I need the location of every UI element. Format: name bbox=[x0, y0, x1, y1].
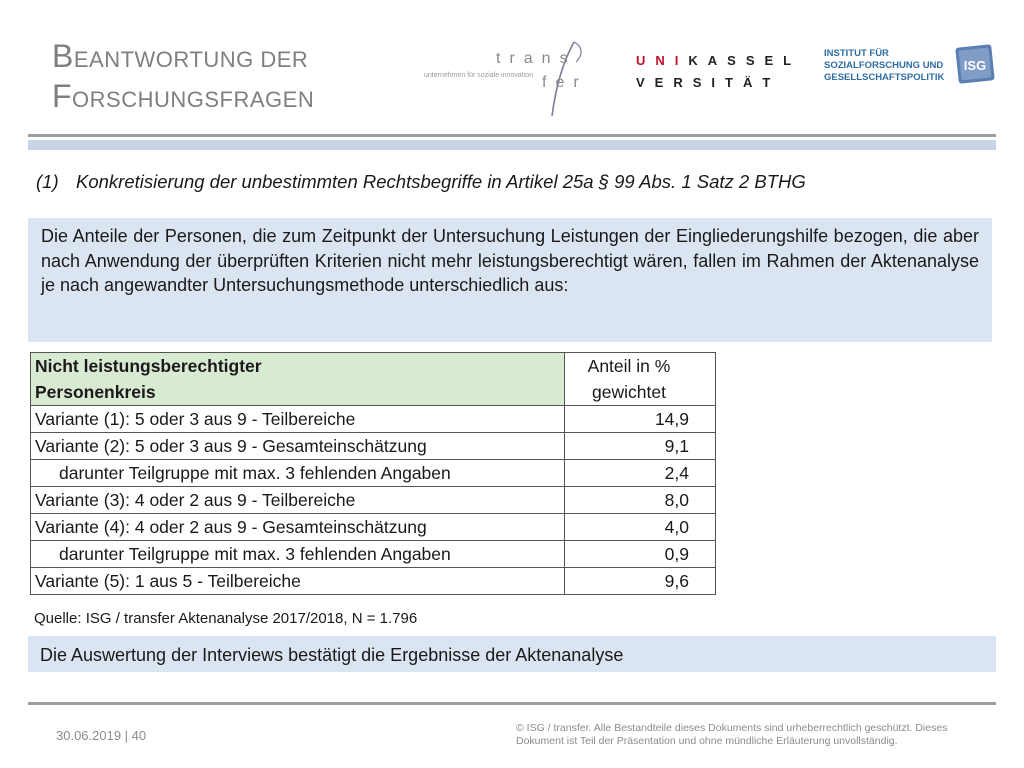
row-value: 9,6 bbox=[565, 568, 716, 595]
table-row bbox=[31, 433, 716, 460]
institut-logo bbox=[824, 48, 944, 84]
table-row bbox=[31, 541, 716, 568]
slide-title bbox=[52, 38, 314, 118]
results-table bbox=[30, 352, 716, 595]
source-note: Quelle: ISG / transfer Aktenanalyse 2017/2018, N = 1.796 bbox=[34, 610, 418, 627]
institut-line2: SOZIALFORSCHUNG UND bbox=[824, 60, 944, 71]
uni-kassel-uni: UNI bbox=[636, 53, 689, 68]
header-band bbox=[28, 140, 996, 150]
slide-title-line2: FORSCHUNGSFRAGEN bbox=[52, 78, 315, 114]
table-row bbox=[31, 460, 716, 487]
row-label: Variante (4): 4 oder 2 aus 9 - Gesamteinschätzung bbox=[31, 514, 565, 541]
footer-copyright bbox=[516, 722, 986, 748]
row-label: darunter Teilgruppe mit max. 3 fehlenden Angaben bbox=[31, 460, 565, 487]
institut-line3: GESELLSCHAFTSPOLITIK bbox=[824, 72, 945, 83]
uni-kassel-versitaet: VERSITÄT bbox=[636, 75, 781, 90]
footer-divider bbox=[28, 702, 996, 705]
table-header-col2-line2: gewichtet bbox=[565, 379, 716, 406]
section-heading-text: Konkretisierung der unbestimmten Rechtsbegriffe in Artikel 25a § 99 Abs. 1 Satz 2 BTHG bbox=[76, 171, 806, 192]
intro-box bbox=[28, 218, 992, 342]
row-label: Variante (5): 1 aus 5 - Teilbereiche bbox=[31, 568, 565, 595]
row-value: 4,0 bbox=[565, 514, 716, 541]
row-value: 9,1 bbox=[565, 433, 716, 460]
table-header-row bbox=[31, 353, 716, 380]
row-value: 2,4 bbox=[565, 460, 716, 487]
table-header-col2: Anteil in % bbox=[565, 353, 716, 380]
slide-title-line1: BEANTWORTUNG DER bbox=[52, 38, 309, 74]
row-label: Variante (3): 4 oder 2 aus 9 - Teilbereiche bbox=[31, 487, 565, 514]
row-label: Variante (1): 5 oder 3 aus 9 - Teilbereiche bbox=[31, 406, 565, 433]
table-row bbox=[31, 406, 716, 433]
row-value: 14,9 bbox=[565, 406, 716, 433]
footer-date-page: 30.06.2019 | 40 bbox=[56, 728, 147, 743]
row-label: Variante (2): 5 oder 3 aus 9 - Gesamteinschätzung bbox=[31, 433, 565, 460]
transfer-word-top: trans bbox=[496, 50, 577, 67]
row-label: darunter Teilgruppe mit max. 3 fehlenden Angaben bbox=[31, 541, 565, 568]
isg-logo-icon bbox=[954, 40, 996, 86]
transfer-tagline: unternehmen für soziale innovation bbox=[424, 72, 533, 79]
uni-kassel-logo bbox=[636, 50, 801, 94]
uni-kassel-kassel: KASSEL bbox=[688, 53, 802, 68]
footer-copyright-line2: Dokument ist Teil der Präsentation und ohne mündliche Erläuterung unvollständig. bbox=[516, 735, 898, 747]
table-header-col1-line2: Personenkreis bbox=[31, 379, 565, 406]
table-row bbox=[31, 487, 716, 514]
footer-copyright-line1: © ISG / transfer. Alle Bestandteile dieses Dokuments sind urheberrechtlich geschützt. Dieses bbox=[516, 722, 948, 734]
section-heading bbox=[36, 171, 806, 193]
conclusion-text: Die Auswertung der Interviews bestätigt die Ergebnisse der Aktenanalyse bbox=[40, 645, 624, 665]
isg-logo-text: ISG bbox=[963, 58, 987, 73]
transfer-word-bottom: fer bbox=[542, 74, 588, 91]
row-value: 0,9 bbox=[565, 541, 716, 568]
row-value: 8,0 bbox=[565, 487, 716, 514]
section-number: (1) bbox=[36, 171, 59, 192]
table-row bbox=[31, 514, 716, 541]
header-divider bbox=[28, 134, 996, 137]
table-header-row-2 bbox=[31, 379, 716, 406]
table-header-col1: Nicht leistungsberechtigter bbox=[31, 353, 565, 380]
intro-text: Die Anteile der Personen, die zum Zeitpunkt der Untersuchung Leistungen der Eingliederungshilfe bezogen, die aber nach Anwendung der überprüften Kriterien nicht mehr leistungsberechtigt wären, fallen im Rahmen der Aktenanalyse je nach angewandter Untersuchungsmethode unterschiedlich aus: bbox=[41, 226, 979, 295]
conclusion-box bbox=[28, 636, 996, 672]
institut-line1: INSTITUT FÜR bbox=[824, 48, 889, 59]
transfer-logo bbox=[424, 40, 609, 118]
table-row bbox=[31, 568, 716, 595]
